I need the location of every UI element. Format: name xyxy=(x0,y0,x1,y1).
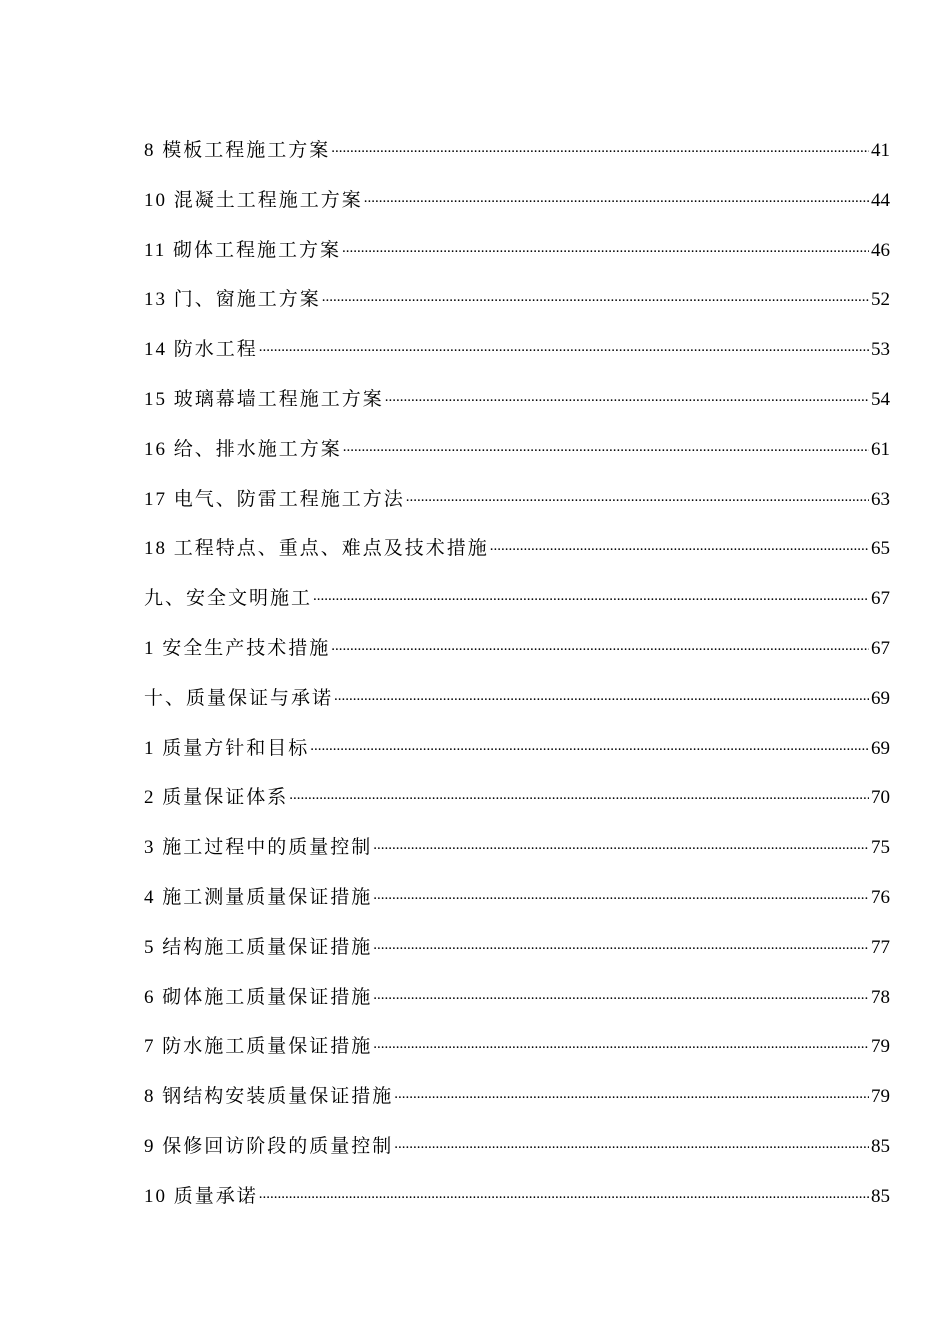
toc-dot-leader xyxy=(322,285,869,305)
toc-entry[interactable] xyxy=(144,933,890,983)
toc-entry[interactable] xyxy=(144,1082,890,1132)
toc-dot-leader xyxy=(364,186,869,206)
toc-entry-label: 9 保修回访阶段的质量控制 xyxy=(144,1135,394,1157)
toc-entry-label: 10 混凝土工程施工方案 xyxy=(144,189,363,211)
toc-dot-leader xyxy=(342,236,869,256)
toc-dot-leader xyxy=(373,933,869,953)
toc-entry-label: 17 电气、防雷工程施工方法 xyxy=(144,488,405,510)
toc-entry[interactable] xyxy=(144,485,890,535)
toc-page-number: 76 xyxy=(871,886,890,908)
toc-page-number: 61 xyxy=(871,438,890,460)
toc-entry[interactable] xyxy=(144,1032,890,1082)
toc-entry-label: 3 施工过程中的质量控制 xyxy=(144,837,373,859)
toc-page-number: 78 xyxy=(871,986,890,1008)
toc-entry[interactable] xyxy=(144,684,890,734)
toc-page-number: 85 xyxy=(871,1135,890,1157)
toc-entry-label: 11 砌体工程施工方案 xyxy=(144,239,342,261)
toc-entry[interactable] xyxy=(144,833,890,883)
toc-entry[interactable] xyxy=(144,186,890,236)
toc-entry[interactable] xyxy=(144,634,890,684)
toc-entry[interactable] xyxy=(144,385,890,435)
toc-page-number: 46 xyxy=(871,239,890,261)
toc-dot-leader xyxy=(331,634,869,654)
toc-entry[interactable] xyxy=(144,435,890,485)
toc-entry-label: 十、质量保证与承诺 xyxy=(144,687,334,709)
toc-page-number: 53 xyxy=(871,339,890,361)
toc-entry[interactable] xyxy=(144,783,890,833)
toc-entry[interactable] xyxy=(144,883,890,933)
toc-page-number: 52 xyxy=(871,289,890,311)
toc-page-number: 54 xyxy=(871,388,890,410)
toc-entry-label: 8 钢结构安装质量保证措施 xyxy=(144,1086,394,1108)
toc-entry[interactable] xyxy=(144,1132,890,1182)
toc-dot-leader xyxy=(259,335,869,355)
toc-entry-label: 10 质量承诺 xyxy=(144,1185,258,1207)
toc-entry-label: 13 门、窗施工方案 xyxy=(144,289,321,311)
toc-dot-leader xyxy=(334,684,869,704)
toc-page-number: 69 xyxy=(871,687,890,709)
toc-dot-leader xyxy=(373,833,869,853)
toc-entry-label: 16 给、排水施工方案 xyxy=(144,438,342,460)
toc-page-number: 77 xyxy=(871,936,890,958)
toc-dot-leader xyxy=(259,1182,869,1202)
toc-dot-leader xyxy=(373,983,869,1003)
toc-page-number: 67 xyxy=(871,588,890,610)
toc-entry[interactable] xyxy=(144,584,890,634)
toc-entry-label: 8 模板工程施工方案 xyxy=(144,140,331,161)
toc-entry[interactable] xyxy=(144,236,890,286)
toc-entry[interactable] xyxy=(144,1182,890,1232)
toc-entry[interactable] xyxy=(144,983,890,1033)
toc-entry[interactable] xyxy=(144,734,890,784)
toc-dot-leader xyxy=(313,584,869,604)
toc-dot-leader xyxy=(394,1132,869,1152)
toc-entry-label: 18 工程特点、重点、难点及技术措施 xyxy=(144,538,489,560)
toc-page-number: 69 xyxy=(871,737,890,759)
toc-dot-leader xyxy=(310,734,869,754)
toc-dot-leader xyxy=(373,883,869,903)
toc-page-number: 65 xyxy=(871,538,890,560)
toc-dot-leader xyxy=(331,136,869,156)
toc-dot-leader xyxy=(289,783,869,803)
table-of-contents xyxy=(144,136,890,1232)
toc-entry-label: 5 结构施工质量保证措施 xyxy=(144,936,373,958)
toc-entry-label: 7 防水施工质量保证措施 xyxy=(144,1036,373,1058)
toc-page-number: 63 xyxy=(871,488,890,510)
toc-dot-leader xyxy=(385,385,869,405)
toc-entry-label: 6 砌体施工质量保证措施 xyxy=(144,986,373,1008)
toc-entry-label: 九、安全文明施工 xyxy=(144,588,313,610)
toc-page-number: 75 xyxy=(871,837,890,859)
toc-page-number: 41 xyxy=(871,140,890,161)
toc-dot-leader xyxy=(343,435,869,455)
toc-entry[interactable] xyxy=(144,534,890,584)
toc-entry-label: 15 玻璃幕墙工程施工方案 xyxy=(144,388,384,410)
toc-entry[interactable] xyxy=(144,136,890,186)
toc-page-number: 70 xyxy=(871,787,890,809)
toc-dot-leader xyxy=(373,1032,869,1052)
toc-entry-label: 14 防水工程 xyxy=(144,339,258,361)
toc-dot-leader xyxy=(406,485,869,505)
toc-dot-leader xyxy=(490,534,869,554)
toc-page-number: 67 xyxy=(871,637,890,659)
toc-page-number: 44 xyxy=(871,189,890,211)
toc-entry-label: 2 质量保证体系 xyxy=(144,787,289,809)
toc-entry[interactable] xyxy=(144,335,890,385)
toc-page-number: 79 xyxy=(871,1036,890,1058)
toc-entry-label: 1 质量方针和目标 xyxy=(144,737,310,759)
toc-entry-label: 1 安全生产技术措施 xyxy=(144,637,331,659)
toc-dot-leader xyxy=(394,1082,869,1102)
toc-entry-label: 4 施工测量质量保证措施 xyxy=(144,886,373,908)
toc-entry[interactable] xyxy=(144,285,890,335)
toc-page-number: 79 xyxy=(871,1086,890,1108)
toc-page-number: 85 xyxy=(871,1185,890,1207)
